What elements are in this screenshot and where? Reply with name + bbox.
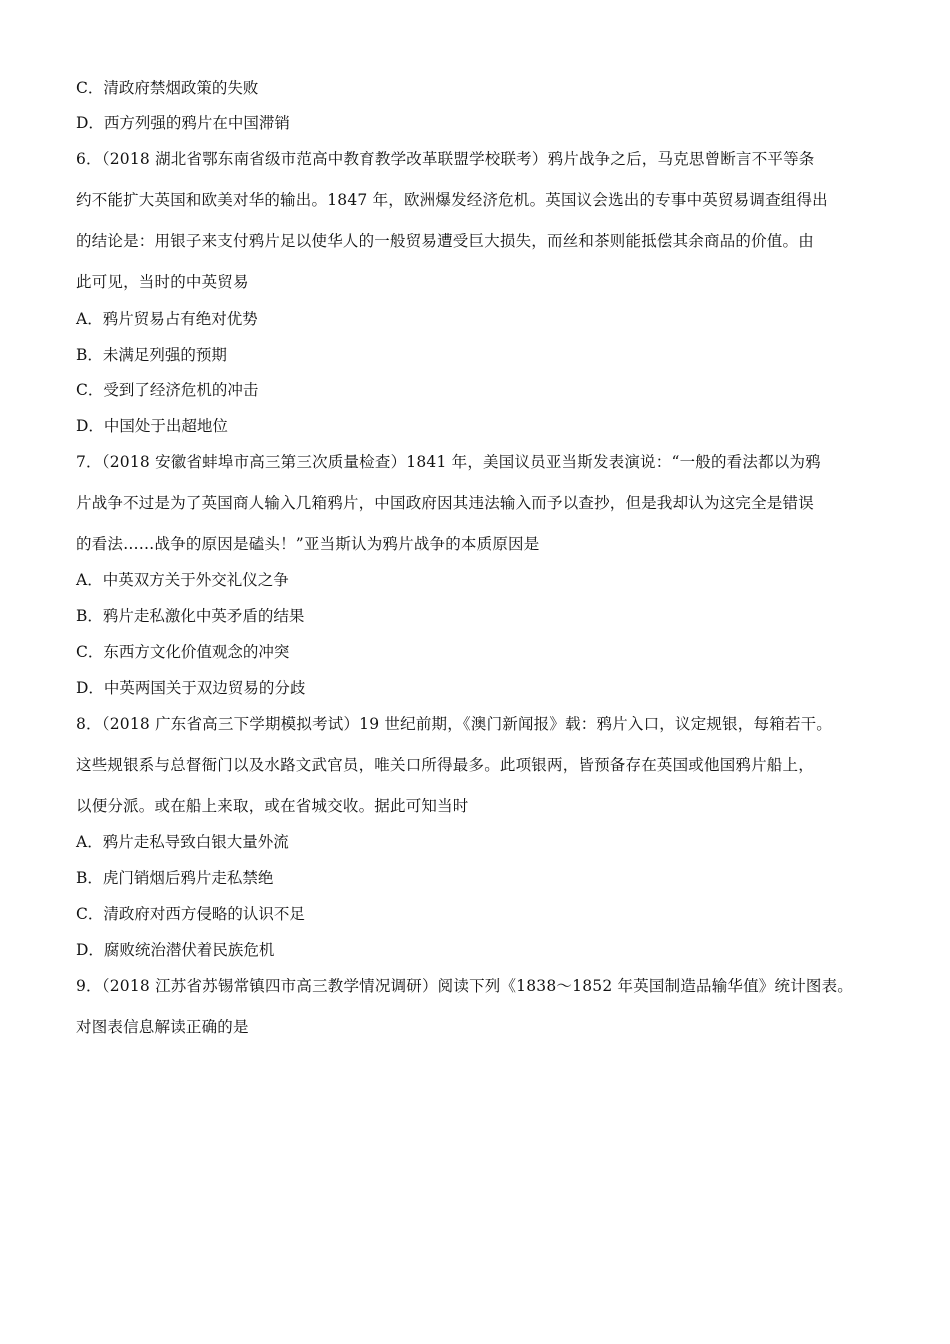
q6-option-a: A．鸦片贸易占有绝对优势: [76, 310, 258, 328]
q8-option-d: D．腐败统治潜伏着民族危机: [76, 941, 275, 959]
q6-stem-line: 的结论是：用银子来支付鸦片足以使华人的一般贸易遭受巨大损失，而丝和茶则能抵偿其余商品的价值。由: [76, 232, 814, 250]
q6-stem-line: 6．（2018 湖北省鄂东南省级市范高中教育教学改革联盟学校联考）鸦片战争之后，马克思曾断言不平等条: [76, 150, 815, 168]
q7-option-c: C．东西方文化价值观念的冲突: [76, 643, 290, 661]
q6-option-b: B．未满足列强的预期: [76, 346, 227, 364]
q8-option-c: C．清政府对西方侵略的认识不足: [76, 905, 305, 923]
q6-stem-line: 此可见，当时的中英贸易: [76, 273, 249, 291]
q8-stem-line: 这些规银系与总督衙门以及水路文武官员，唯关口所得最多。此项银两，皆预备存在英国或他国鸦片船上，: [76, 756, 814, 774]
q7-option-d: D．中英两国关于双边贸易的分歧: [76, 679, 306, 697]
q9-stem-line: 对图表信息解读正确的是: [76, 1018, 249, 1036]
q6-option-c: C．受到了经济危机的冲击: [76, 381, 259, 399]
q9-stem-line: 9．（2018 江苏省苏锡常镇四市高三教学情况调研）阅读下列《1838～1852 年英国制造品输华值》统计图表。: [76, 977, 854, 995]
q6-option-d: D．中国处于出超地位: [76, 417, 228, 435]
q8-stem-line: 8．（2018 广东省高三下学期模拟考试）19 世纪前期，《澳门新闻报》载：鸦片入口，议定规银，每箱若干。: [76, 715, 832, 733]
q7-stem-line: 片战争不过是为了英国商人输入几箱鸦片，中国政府因其违法输入而予以查抄，但是我却认为这完全是错误: [76, 494, 814, 512]
q5-option-d: D．西方列强的鸦片在中国滞销: [76, 114, 290, 132]
q8-option-b: B．虎门销烟后鸦片走私禁绝: [76, 869, 274, 887]
q8-option-a: A．鸦片走私导致白银大量外流: [76, 833, 289, 851]
q7-option-a: A．中英双方关于外交礼仪之争: [76, 571, 289, 589]
q5-option-c: C．清政府禁烟政策的失败: [76, 79, 259, 97]
q6-stem-line: 约不能扩大英国和欧美对华的输出。1847 年，欧洲爆发经济危机。英国议会选出的专事中英贸易调查组得出: [76, 191, 828, 209]
q7-stem-line: 的看法……战争的原因是磕头！”亚当斯认为鸦片战争的本质原因是: [76, 535, 540, 553]
q7-stem-line: 7．（2018 安徽省蚌埠市高三第三次质量检查）1841 年，美国议员亚当斯发表演说：“一般的看法都以为鸦: [76, 453, 821, 471]
q7-option-b: B．鸦片走私激化中英矛盾的结果: [76, 607, 305, 625]
q8-stem-line: 以便分派。或在船上来取，或在省城交收。据此可知当时: [76, 797, 469, 815]
